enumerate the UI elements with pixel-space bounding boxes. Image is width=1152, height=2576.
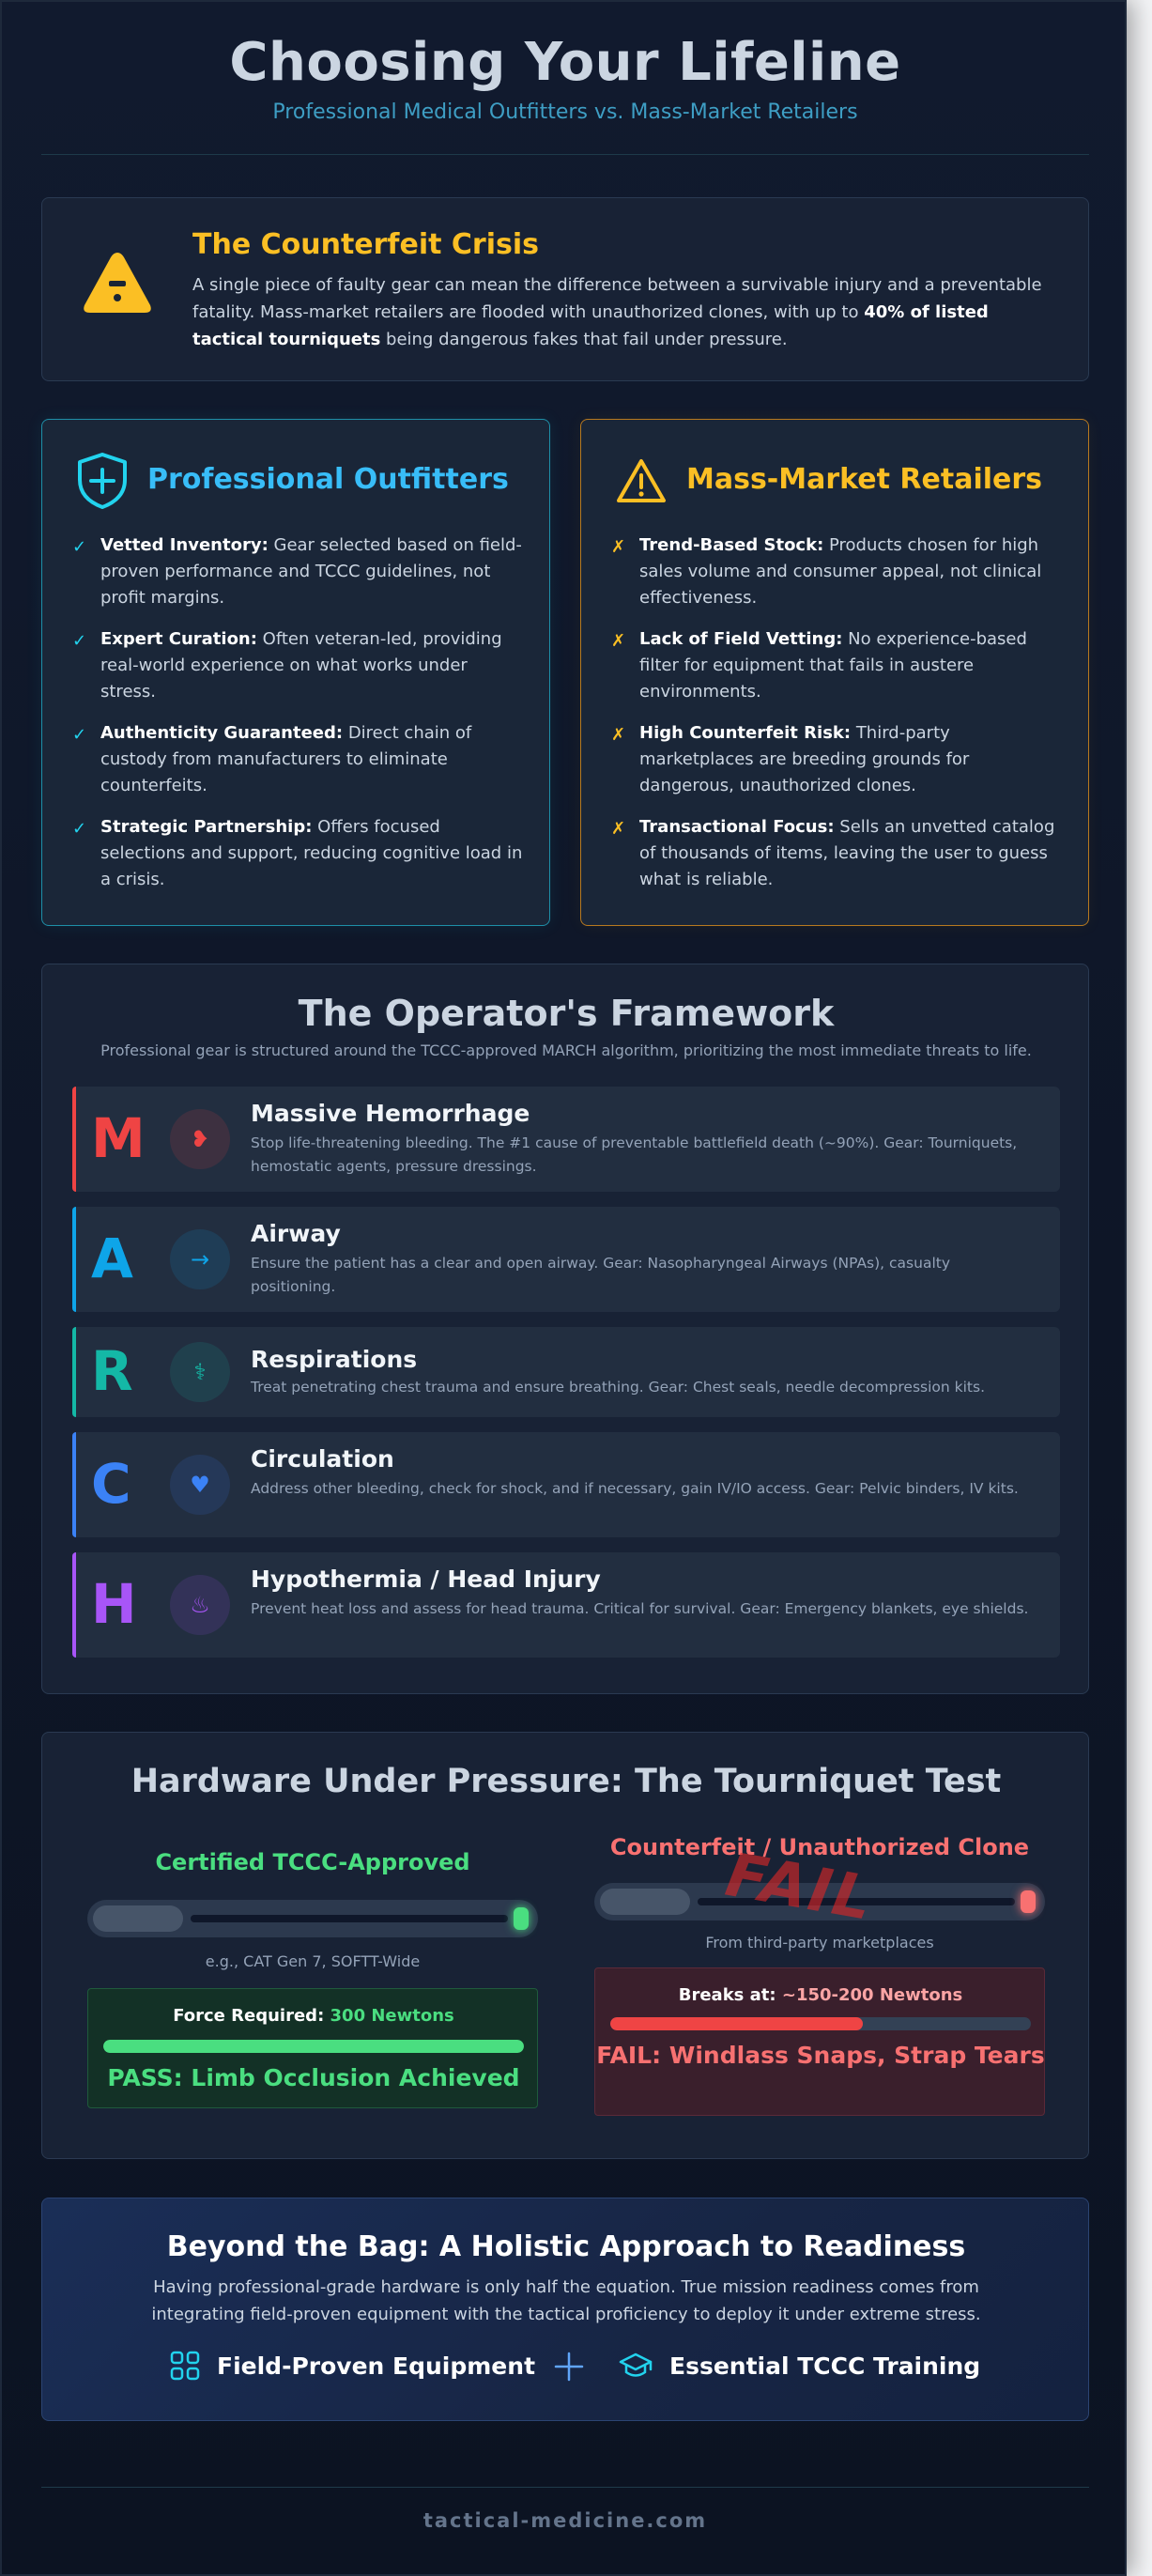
march-row-text: Ensure the patient has a clear and open airway. Gear: Nasopharyngeal Airways (NPAs), casualty positioning.	[251, 1255, 951, 1295]
crisis-highlight: 40% of listed tactical tourniquets	[192, 302, 989, 349]
page-header	[2, 32, 1127, 124]
professional-item: ✓ Authenticity Guaranteed: Direct chain of custody from manufacturers to eliminate counterfeits.	[72, 723, 472, 795]
check-icon: ✓	[72, 631, 87, 651]
certified-force-meter	[103, 2040, 524, 2053]
mass-market-list	[611, 532, 1062, 908]
heart-icon: ♥	[170, 1455, 230, 1515]
beyond-title: Beyond the Bag: A Holistic Approach to Readiness	[166, 2230, 966, 2263]
march-title: The Operator's Framework	[298, 993, 835, 1034]
certified-tourniquet-column	[87, 1733, 538, 2160]
professional-item: ✓ Vetted Inventory: Gear selected based on field-proven performance and TCCC guidelines, not profit margins.	[72, 535, 522, 608]
march-framework-panel	[41, 964, 1089, 1694]
mass-market-title: Mass-Market Retailers	[686, 463, 1043, 496]
cross-icon: ✗	[611, 819, 626, 839]
page-title: Choosing Your Lifeline	[229, 32, 901, 93]
cross-icon: ✗	[611, 537, 626, 557]
field-proven-equipment: Field-Proven Equipment	[170, 2351, 535, 2381]
check-icon: ✓	[72, 537, 87, 557]
counterfeit-label: Counterfeit / Unauthorized Clone	[609, 1834, 1030, 1860]
essential-tccc-training: Essential TCCC Training	[619, 2351, 980, 2381]
cross-icon: ✗	[611, 725, 626, 745]
march-row-title: Airway	[251, 1220, 341, 1247]
footer-site: tactical-medicine.com	[422, 2509, 708, 2532]
professional-outfitters-card	[41, 419, 550, 926]
warning-triangle-icon	[82, 249, 153, 316]
march-row-m	[72, 1087, 1060, 1192]
cross-icon: ✗	[611, 631, 626, 651]
march-row-title: Massive Hemorrhage	[251, 1100, 530, 1127]
certified-result: PASS: Limb Occlusion Achieved	[107, 2064, 520, 2091]
certified-caption: e.g., CAT Gen 7, SOFTT-Wide	[205, 1952, 421, 1970]
certified-tourniquet-graphic	[87, 1900, 538, 1937]
crisis-text: A single piece of faulty gear can mean the difference between a survivable injury and a preventable fatality. Mass-market retailers are flooded with unauthorized clones, with up to 40% of listed tactical tourniquets being dangerous fakes that fail under pressure.	[192, 275, 1042, 349]
professional-item: ✓ Expert Curation: Often veteran-led, providing real-world experience on what works under stress.	[72, 629, 502, 702]
march-row-h	[72, 1552, 1060, 1658]
mass_market-item: ✗ Lack of Field Vetting: No experience-based filter for equipment that fails in austere environments.	[611, 629, 1027, 702]
page-subtitle: Professional Medical Outfitters vs. Mass-Market Retailers	[272, 100, 858, 124]
plus-icon	[553, 2351, 585, 2383]
march-row-text: Address other bleeding, check for shock, and if necessary, gain IV/IO access. Gear: Pelvic binders, IV kits.	[251, 1480, 1019, 1497]
march-letter: R	[91, 1339, 133, 1403]
mass_market-item: ✗ Trend-Based Stock: Products chosen for high sales volume and consumer appeal, not clinical effectiveness.	[611, 535, 1042, 608]
tourniquet-test-panel	[41, 1732, 1089, 2159]
shield-plus-icon	[76, 452, 129, 510]
alert-triangle-icon	[615, 452, 668, 510]
mass_market-item: ✗ High Counterfeit Risk: Third-party marketplaces are breeding grounds for dangerous, unauthorized clones.	[611, 723, 970, 795]
march-row-r	[72, 1327, 1060, 1417]
counterfeit-force-meter	[610, 2017, 1031, 2030]
beyond-the-bag-panel	[41, 2198, 1089, 2421]
arrow-right-icon: →	[170, 1229, 230, 1289]
header-divider	[41, 154, 1089, 155]
grid-icon	[170, 2351, 200, 2381]
counterfeit-result-box	[594, 1967, 1045, 2116]
footer-divider	[41, 2487, 1089, 2488]
march-row-title: Hypothermia / Head Injury	[251, 1566, 601, 1593]
counterfeit-result: FAIL: Windlass Snaps, Strap Tears	[596, 2042, 1045, 2069]
professional-list	[72, 532, 523, 908]
certified-force-text: Force Required: 300 Newtons	[173, 2006, 454, 2026]
march-letter: C	[91, 1452, 131, 1516]
crisis-title: The Counterfeit Crisis	[192, 228, 539, 261]
counterfeit-crisis-panel	[41, 197, 1089, 381]
march-row-c	[72, 1432, 1060, 1537]
lungs-icon: ⚕	[170, 1342, 230, 1402]
certified-result-box	[87, 1988, 538, 2108]
check-icon: ✓	[72, 725, 87, 745]
flame-icon: ♨	[170, 1575, 230, 1635]
march-row-title: Circulation	[251, 1445, 394, 1473]
tourniquet-title: Hardware Under Pressure: The Tourniquet Test	[131, 1763, 1002, 1800]
march-row-title: Respirations	[251, 1346, 418, 1373]
fail-stamp: FAIL	[720, 1840, 879, 1936]
march-row-text: Prevent heat loss and assess for head trauma. Critical for survival. Gear: Emergency blankets, eye shields.	[251, 1600, 1029, 1617]
march-row-a	[72, 1207, 1060, 1312]
mass-market-retailers-card	[580, 419, 1089, 926]
check-icon: ✓	[72, 819, 87, 839]
professional-item: ✓ Strategic Partnership: Offers focused selections and support, reducing cognitive load in a crisis.	[72, 817, 523, 889]
mass_market-item: ✗ Transactional Focus: Sells an unvetted catalog of thousands of items, leaving the user to guess what is reliable.	[611, 817, 1055, 889]
march-letter: A	[91, 1226, 133, 1290]
march-row-text: Treat penetrating chest trauma and ensure breathing. Gear: Chest seals, needle decompression kits.	[251, 1379, 985, 1396]
certified-label: Certified TCCC-Approved	[155, 1849, 470, 1875]
march-letter: M	[91, 1106, 146, 1170]
blood-drop-icon: ❥	[170, 1109, 230, 1169]
counterfeit-caption: From third-party marketplaces	[705, 1934, 934, 1951]
graduation-cap-icon	[619, 2351, 653, 2381]
professional-title: Professional Outfitters	[147, 463, 509, 496]
march-description: Professional gear is structured around the TCCC-approved MARCH algorithm, prioritizing the most immediate threats to life.	[100, 1041, 1032, 1059]
march-row-text: Stop life-threatening bleeding. The #1 cause of preventable battlefield death (~90%). Gear: Tourniquets, hemostatic agents, pressure dressings.	[251, 1134, 1018, 1175]
counterfeit-tourniquet-column	[594, 1733, 1045, 2160]
counterfeit-force-text: Breaks at: ~150-200 Newtons	[678, 1985, 963, 2005]
march-letter: H	[91, 1572, 137, 1636]
beyond-text: Having professional-grade hardware is only half the equation. True mission readiness comes from integrating field-proven equipment with the tactical proficiency to deploy it under extreme stress.	[151, 2277, 981, 2324]
